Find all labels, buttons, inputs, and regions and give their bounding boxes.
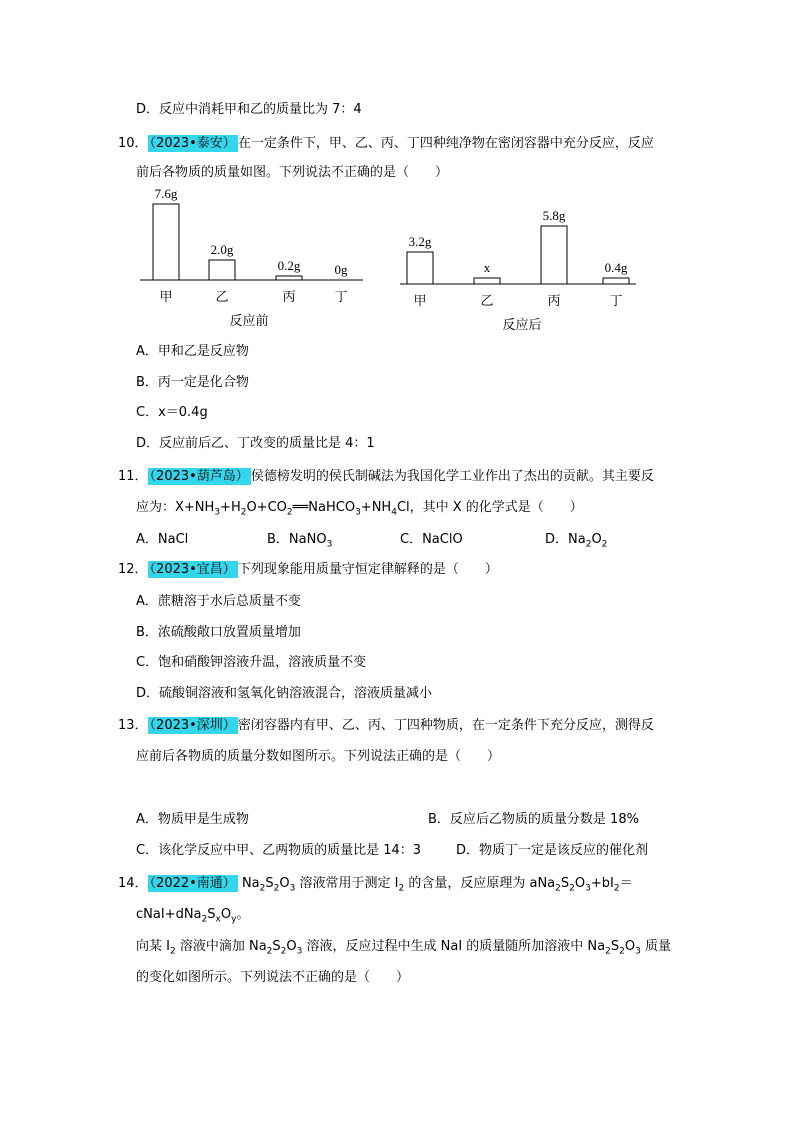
- q11-option-a: A．NaCl: [136, 532, 189, 547]
- source-tag: （2023•泰安）: [149, 136, 236, 151]
- q10-option-b: B．丙一定是化合物: [136, 375, 249, 390]
- chart-category-label: 甲: [413, 294, 427, 309]
- q11-stem-line1: [118, 467, 654, 487]
- question-stem: 侯德榜发明的侯氏制碱法为我国化学工业作出了杰出的贡献。其主要反: [250, 469, 654, 484]
- chart-category-label: 丁: [609, 294, 623, 309]
- chart-data-label: x: [483, 260, 491, 275]
- chart-bar: [407, 252, 433, 284]
- q10-bar-charts: [0, 188, 794, 338]
- q11-option-d: D．$Na_2O_2$: [545, 532, 608, 550]
- q12-option-d: D．硫酸铜溶液和氢氧化钠溶液混合，溶液质量减小: [136, 686, 433, 701]
- chart-bar: [603, 278, 629, 284]
- chart-bar: [276, 276, 302, 280]
- chart-category-label: 乙: [480, 294, 494, 309]
- chart-category-label: 丁: [334, 290, 348, 305]
- q13-option-c: C．该化学反应中甲、乙两物质的质量比是 14：3: [136, 843, 422, 858]
- source-tag: （2023•宜昌）: [149, 562, 236, 577]
- question-number: 11．: [118, 469, 148, 484]
- chart-bar: [209, 260, 235, 280]
- q11-option-b: B．NaNO$_3$: [267, 532, 333, 550]
- question-number: 10．: [118, 136, 148, 151]
- q14-stem-line3: 向某 $I_2$ 溶液中滴加 $Na_2S_2O_3$ 溶液，反应过程中生成 NaI 的质量随所加溶液中 $Na_2S_2O_3$ 质量: [136, 939, 671, 957]
- chart-category-label: 乙: [215, 290, 229, 305]
- chart-title: 反应后: [502, 318, 542, 333]
- question-number: 14．: [118, 876, 148, 891]
- q10-option-d: D．反应前后乙、丁改变的质量比是 4：1: [136, 436, 375, 451]
- q14-stem-line4: 的变化如图所示。下列说法不正确的是（ ）: [136, 970, 410, 985]
- chart-category-label: 丙: [547, 294, 561, 309]
- q10-stem-line1: [118, 134, 654, 154]
- q12-stem: [118, 560, 498, 580]
- chart-data-label: 5.8g: [542, 208, 566, 223]
- question-number: 12．: [118, 562, 148, 577]
- source-tag: （2023•深圳）: [149, 718, 236, 733]
- question-stem: 在一定条件下，甲、乙、丙、丁四种纯净物在密闭容器中充分反应，反应: [237, 136, 654, 151]
- q10-option-a: A．甲和乙是反应物: [136, 344, 249, 359]
- chart-data-label: 0g: [334, 262, 348, 277]
- chart-bar: [474, 278, 500, 284]
- chart-data-label: 3.2g: [408, 234, 432, 249]
- chart-title: 反应前: [229, 314, 269, 329]
- q12-option-a: A．蔗糖溶于水后总质量不变: [136, 594, 301, 609]
- q13-option-b: B．反应后乙物质的质量分数是 18%: [428, 812, 639, 827]
- q10-option-c: C．x＝0.4g: [136, 405, 208, 420]
- q12-option-b: B．浓硫酸敞口放置质量增加: [136, 625, 301, 640]
- q11-option-c: C．NaClO: [400, 532, 463, 547]
- q11-stem-line2: 应为：$X+NH_3+H_2O+CO_2══NaHCO_3+NH_4Cl$，其中 X 的化学式是（ ）: [136, 500, 583, 518]
- question-number: 13．: [118, 718, 148, 733]
- chart-category-label: 丙: [282, 290, 296, 305]
- q13-option-a: A．物质甲是生成物: [136, 812, 249, 827]
- q14-stem-line2: $cNaI+dNa_2S_xO_y$。: [136, 907, 250, 925]
- q14-stem-line1: 14． （2022•南通） $Na_2S_2O_3$ 溶液常用于测定 $I_2$ 的含量，反应原理为 $aNa_2S_2O_3+bI_2=$: [118, 876, 633, 894]
- chart-data-label: 7.6g: [154, 188, 178, 201]
- question-stem: 下列现象能用质量守恒定律解释的是（ ）: [237, 562, 498, 577]
- question-stem: 密闭容器内有甲、乙、丙、丁四种物质，在一定条件下充分反应，测得反: [237, 718, 654, 733]
- q9-option-d: D．反应中消耗甲和乙的质量比为 7：4: [136, 102, 362, 117]
- chart-before: [140, 188, 363, 329]
- q13-option-d: D．物质丁一定是该反应的催化剂: [456, 843, 649, 858]
- chart-data-label: 2.0g: [210, 242, 234, 257]
- chart-bar: [541, 226, 567, 284]
- chart-bar: [153, 204, 179, 280]
- chart-after: [400, 208, 636, 333]
- chart-data-label: 0.4g: [604, 260, 628, 275]
- q10-stem-line2: 前后各物质的质量如图。下列说法不正确的是（ ）: [136, 165, 449, 180]
- q13-stem-line1: [118, 716, 654, 736]
- q13-stem-line2: 应前后各物质的质量分数如图所示。下列说法正确的是（ ）: [136, 749, 501, 764]
- source-tag: （2022•南通）: [149, 876, 236, 891]
- chart-data-label: 0.2g: [277, 258, 301, 273]
- chart-category-label: 甲: [159, 290, 173, 305]
- source-tag: （2023•葫芦岛）: [149, 469, 249, 484]
- q12-option-c: C．饱和硝酸钾溶液升温，溶液质量不变: [136, 655, 367, 670]
